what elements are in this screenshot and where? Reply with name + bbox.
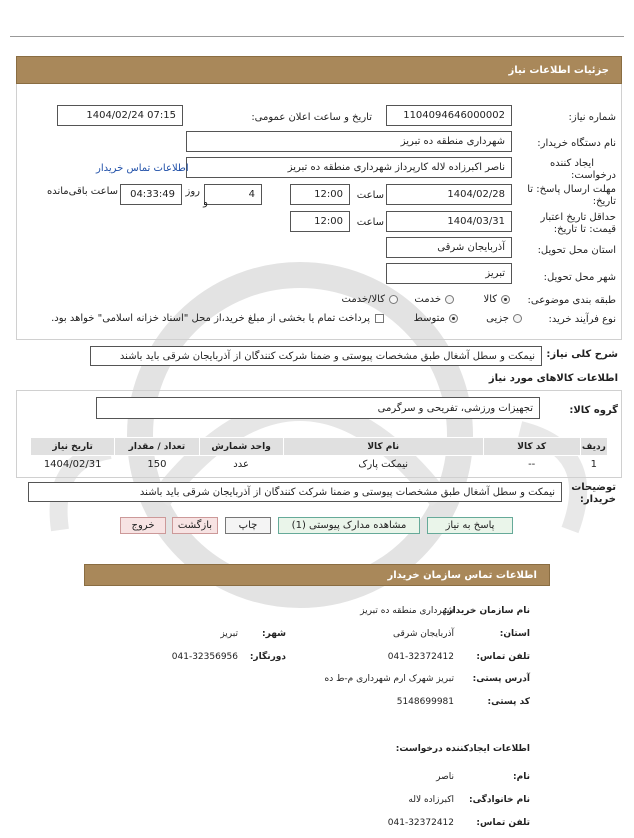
col-code: کد کالا — [483, 438, 580, 456]
creator-info-title: اطلاعات ایجادکننده درخواست: — [395, 744, 530, 754]
remaining-time-field: 04:33:49 — [120, 184, 182, 205]
cat-service-option[interactable] — [414, 294, 454, 305]
announce-label: تاریخ و ساعت اعلان عمومی: — [251, 112, 372, 123]
proc-medium-radio[interactable] — [449, 314, 458, 323]
summary-label: شرح کلی نیاز: — [546, 349, 618, 360]
buyer-notes-label-1: توضیحات — [571, 482, 616, 493]
announce-field: 1404/02/24 07:15 — [57, 105, 183, 126]
province-field: آذربایجان شرقی — [386, 237, 512, 258]
table-row — [31, 456, 608, 474]
contact-address-label: آدرس پستی: — [472, 674, 530, 684]
need-number-field: 1104094646000002 — [386, 105, 512, 126]
cat-service-radio[interactable] — [445, 295, 454, 304]
creator-phone: 041-32372412 — [387, 818, 454, 828]
col-row: ردیف — [580, 438, 607, 456]
validity-date-field: 1404/03/31 — [386, 211, 512, 232]
goods-section-title: اطلاعات کالاهای مورد نیاز — [488, 373, 618, 384]
deadline-date-field: 1404/02/28 — [386, 184, 512, 205]
col-name: نام کالا — [283, 438, 483, 456]
creator-name-label: نام: — [513, 772, 530, 782]
col-qty: تعداد / مقدار — [115, 438, 199, 456]
contact-fax-label: دورنگار: — [249, 652, 286, 662]
contact-city-label: شهر: — [262, 629, 286, 639]
cat-goods-radio[interactable] — [501, 295, 510, 304]
goods-group-field: تجهیزات ورزشی، تفریحی و سرگرمی — [96, 397, 540, 419]
attachments-button[interactable]: مشاهده مدارک پیوستی (1) — [278, 517, 420, 534]
city-label: شهر محل تحویل: — [543, 272, 616, 283]
validity-label-2: قیمت: تا تاریخ: — [553, 224, 616, 235]
contact-address: تبریز شهرک ارم شهرداری م-ط ده — [324, 674, 454, 684]
contact-phone: 041-32372412 — [387, 652, 454, 662]
proc-partial-radio[interactable] — [513, 314, 522, 323]
cell-unit: عدد — [233, 459, 249, 471]
contact-province-label: استان: — [499, 629, 530, 639]
contact-title: اطلاعات تماس سازمان خریدار — [387, 569, 537, 581]
deadline-time-label: ساعت — [356, 190, 384, 201]
deadline-label-1: مهلت ارسال پاسخ: تا — [527, 184, 616, 195]
creator-family-label: نام خانوادگی: — [468, 795, 530, 805]
category-label: طبقه بندی موضوعی: — [527, 295, 616, 306]
top-divider — [10, 36, 624, 37]
contact-org: شهرداری منطقه ده تبریز — [360, 606, 454, 616]
page-title-bar — [16, 56, 622, 84]
proc-partial-option[interactable] — [486, 313, 522, 324]
creator-name: ناصر — [436, 772, 454, 782]
payment-note-text: پرداخت تمام یا بخشی از مبلغ خرید،از محل "اسناد خزانه اسلامی" خواهد بود. — [51, 313, 370, 324]
reply-button[interactable]: پاسخ به نیاز — [427, 517, 513, 534]
cat-goods-service-radio[interactable] — [389, 295, 398, 304]
days-field: 4 — [204, 184, 262, 205]
remaining-label: ساعت باقی‌مانده — [46, 186, 118, 197]
creator-field: ناصر اکبرزاده لاله کارپرداز شهرداری منطقه ده تبریز — [186, 157, 512, 178]
validity-time-label: ساعت — [356, 217, 384, 228]
proc-medium-option[interactable] — [414, 313, 458, 324]
creator-label-2: درخواست: — [571, 170, 616, 181]
contact-postal-label: کد پستی: — [487, 697, 530, 707]
print-button[interactable]: چاپ — [225, 517, 271, 534]
contact-province: آذربایجان شرقی — [393, 629, 454, 639]
process-label: نوع فرآیند خرید: — [548, 314, 616, 325]
city-field: تبریز — [386, 263, 512, 284]
creator-family: اکبرزاده لاله — [408, 795, 454, 805]
proc-medium-label: متوسط — [413, 313, 445, 324]
page-title: جزئیات اطلاعات نیاز — [508, 64, 609, 76]
col-date: تاریخ نیاز — [31, 438, 115, 456]
contact-postal: 5148699981 — [396, 697, 454, 707]
buyer-notes-field: نیمکت و سطل آشغال طبق مشخصات پیوستی و ضمنا شرکت کنندگان از آذربایجان شرقی باید باشند — [28, 482, 562, 502]
cat-goods-label: کالا — [483, 294, 497, 305]
creator-phone-label: تلفن تماس: — [476, 818, 530, 828]
buyer-notes-label-2: خریدار: — [579, 494, 616, 505]
buyer-contact-link[interactable]: اطلاعات تماس خریدار — [96, 163, 189, 174]
exit-button[interactable]: خروج — [120, 517, 166, 534]
proc-partial-label: جزیی — [486, 313, 509, 324]
contact-org-label: نام سازمان خریدار: — [443, 606, 530, 616]
cell-code: -- — [528, 459, 536, 471]
cell-qty: 150 — [147, 459, 167, 471]
back-button[interactable]: بازگشت — [172, 517, 218, 534]
contact-fax: 041-32356956 — [171, 652, 238, 662]
col-unit: واحد شمارش — [199, 438, 283, 456]
cell-row: 1 — [590, 459, 597, 471]
validity-time-field: 12:00 — [290, 211, 350, 232]
buyer-org-label: نام دستگاه خریدار: — [537, 138, 616, 149]
contact-title-bar — [84, 564, 550, 586]
days-label: روز — [185, 186, 200, 197]
validity-label-1: حداقل تاریخ اعتبار — [540, 212, 616, 223]
deadline-label-2: تاریخ: — [592, 196, 616, 207]
cat-goods-service-label: کالا/خدمت — [341, 294, 385, 305]
payment-checkbox[interactable] — [375, 314, 384, 323]
cell-name: نیمکت پارک — [358, 459, 409, 471]
summary-field: نیمکت و سطل آشغال طبق مشخصات پیوستی و ضمنا شرکت کنندگان از آذربایجان شرقی باید باشند — [90, 346, 542, 366]
cat-goods-option[interactable] — [483, 294, 510, 305]
goods-table-header — [31, 438, 608, 456]
cat-goods-service-option[interactable] — [342, 294, 399, 305]
contact-city: تبریز — [220, 629, 238, 639]
and-label: و — [203, 197, 208, 208]
cell-date: 1404/02/31 — [43, 459, 102, 471]
creator-label-1: ایجاد کننده — [550, 158, 594, 169]
need-number-label: شماره نیاز: — [568, 112, 616, 123]
contact-phone-label: تلفن تماس: — [476, 652, 530, 662]
buyer-org-field: شهرداری منطقه ده تبریز — [186, 131, 512, 152]
deadline-time-field: 12:00 — [290, 184, 350, 205]
cat-service-label: خدمت — [414, 294, 441, 305]
goods-table — [30, 437, 608, 474]
payment-note[interactable] — [51, 313, 384, 324]
province-label: استان محل تحویل: — [537, 245, 616, 256]
goods-group-label: گروه کالا: — [569, 405, 618, 416]
